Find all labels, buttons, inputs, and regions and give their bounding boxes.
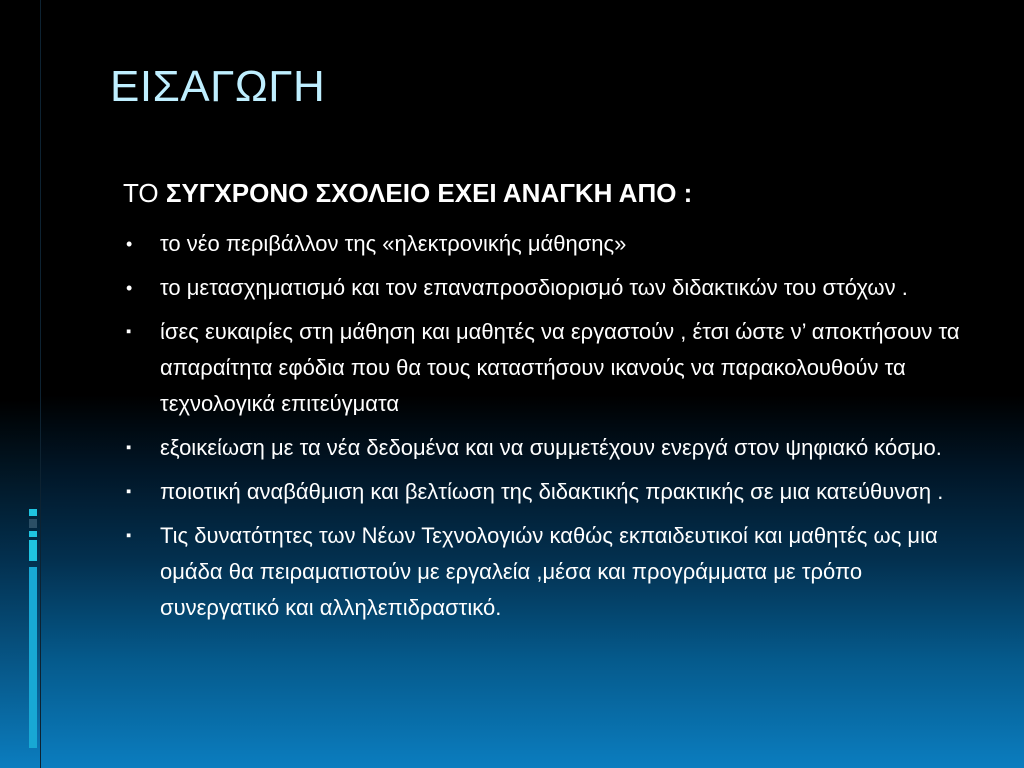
bullet-square-icon: ▪ [126, 439, 132, 456]
slide-title: ΕΙΣΑΓΩΓΗ [110, 62, 326, 111]
bullet-square-icon: ▪ [126, 527, 132, 544]
bullet-dot-icon: • [126, 278, 133, 298]
list-item-text: το νέο περιβάλλον της «ηλεκτρονικής μάθησης» [160, 231, 627, 256]
accent-stripe [29, 509, 37, 516]
bullet-list [120, 226, 970, 634]
list-item-text: ποιοτική αναβάθμιση και βελτίωση της διδακτικής πρακτικής σε μια κατεύθυνση . [160, 479, 944, 504]
heading-suffix: : [676, 178, 693, 208]
bullet-dot-icon: • [126, 234, 133, 254]
slide-heading [123, 178, 692, 209]
list-item-text: εξοικείωση με τα νέα δεδομένα και να συμμετέχουν ενεργά στον ψηφιακό κόσμο. [160, 435, 942, 460]
accent-stripe [29, 567, 37, 748]
accent-stripe [29, 540, 37, 561]
list-item [120, 226, 970, 262]
accent-stripe [29, 531, 37, 537]
list-item-text: ίσες ευκαιρίες στη μάθηση και μαθητές να εργαστούν , έτσι ώστε ν’ αποκτήσουν τα απαραίτητα εφόδια που θα τους καταστήσουν ικανούς να παρακολουθούν τα τεχνολογικά επιτεύγματα [160, 319, 960, 416]
bullet-square-icon: ▪ [126, 323, 132, 340]
list-item [120, 518, 970, 626]
list-item-text: Τις δυνατότητες των Νέων Τεχνολογιών καθώς εκπαιδευτικοί και μαθητές ως μια ομάδα θα πειραματιστούν με εργαλεία ,μέσα και προγράμματα με τρόπο συνεργατικό και αλληλεπιδραστικό. [160, 523, 938, 620]
accent-stripe [29, 519, 37, 528]
list-item [120, 474, 970, 510]
list-item [120, 314, 970, 422]
bullet-square-icon: ▪ [126, 483, 132, 500]
list-item [120, 270, 970, 306]
list-item [120, 430, 970, 466]
heading-prefix: ΤΟ [123, 178, 166, 208]
list-item-text: το μετασχηματισμό και τον επαναπροσδιορισμό των διδακτικών του στόχων . [160, 275, 908, 300]
side-divider [40, 0, 41, 768]
heading-bold-text: ΣΥΓΧΡΟΝΟ ΣΧΟΛΕΙΟ ΕΧΕΙ ΑΝΑΓΚΗ ΑΠΟ [165, 178, 677, 208]
